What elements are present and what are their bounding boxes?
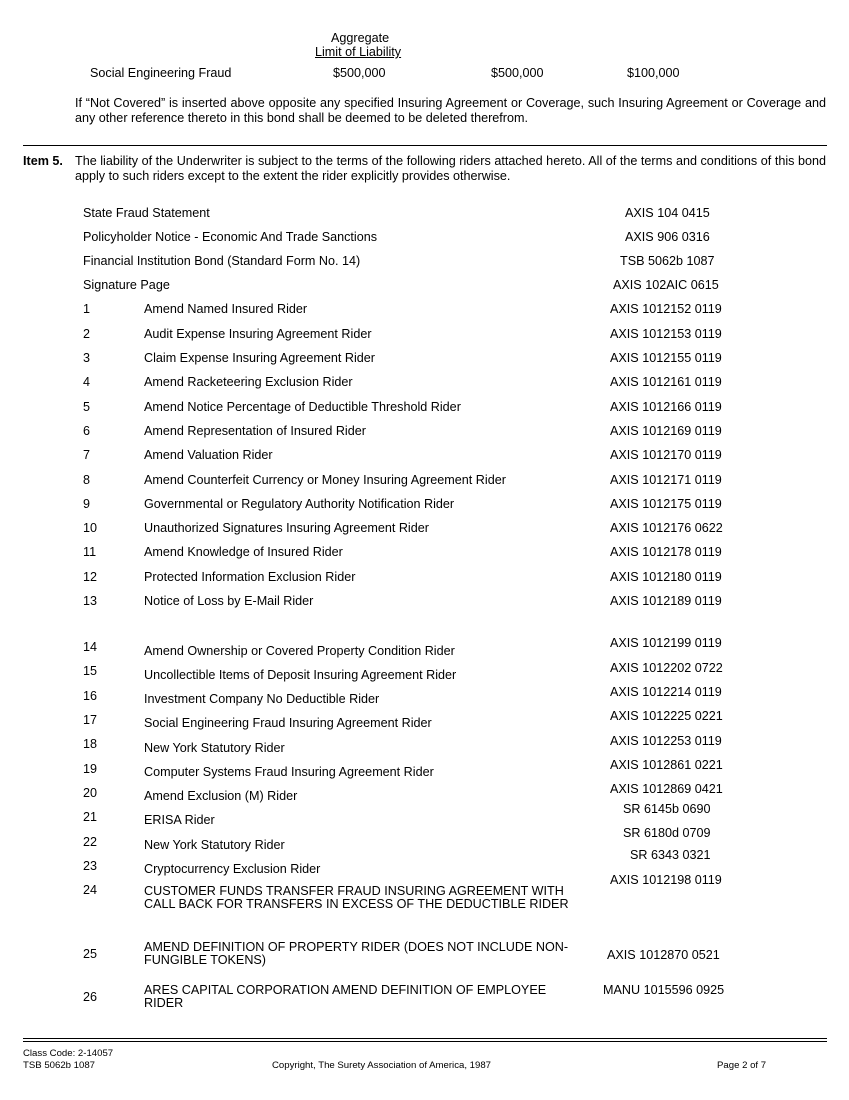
rider-number: 24 — [83, 883, 98, 897]
rider-name: Amend Racketeering Exclusion Rider — [144, 375, 353, 389]
form-code: AXIS 102AIC 0615 — [613, 278, 719, 292]
rider-name: ERISA Rider — [144, 813, 215, 827]
rider-name: Amend Representation of Insured Rider — [144, 424, 366, 438]
rider-name: Governmental or Regulatory Authority Notification Rider — [144, 497, 455, 511]
rider-name: Protected Information Exclusion Rider — [144, 570, 356, 584]
footer-copyright: Copyright, The Surety Association of America, 1987 — [272, 1060, 491, 1071]
rider-name: Audit Expense Insuring Agreement Rider — [144, 327, 372, 341]
rider-code: AXIS 1012161 0119 — [610, 375, 722, 389]
rider-number: 16 — [83, 689, 98, 703]
rider-name: Amend Valuation Rider — [144, 448, 273, 462]
form-code: TSB 5062b 1087 — [620, 254, 715, 268]
section-divider — [23, 145, 827, 146]
form-name: Signature Page — [83, 278, 170, 292]
coverage-name: Social Engineering Fraud — [90, 66, 232, 80]
rider-number: 7 — [83, 448, 91, 462]
form-code: AXIS 104 0415 — [625, 206, 710, 220]
footer-rule-bottom — [23, 1041, 827, 1042]
rider-number: 15 — [83, 664, 98, 678]
not-covered-note: If “Not Covered” is inserted above opposite any specified Insuring Agreement or Coverage, such Insuring Agreement or Coverage and any other reference thereto in this bond shall be deemed to be deleted therefrom. — [75, 96, 826, 125]
rider-code: AXIS 1012253 0119 — [610, 734, 722, 748]
rider-number: 9 — [83, 497, 91, 511]
form-code: AXIS 906 0316 — [625, 230, 710, 244]
rider-number: 3 — [83, 351, 91, 365]
rider-number: 19 — [83, 762, 98, 776]
rider-code: AXIS 1012152 0119 — [610, 302, 722, 316]
form-name: Financial Institution Bond (Standard Form No. 14) — [83, 254, 361, 268]
rider-code: MANU 1015596 0925 — [603, 983, 725, 997]
rider-code: AXIS 1012861 0221 — [610, 758, 723, 772]
footer-form-code: TSB 5062b 1087 — [23, 1060, 96, 1071]
rider-name: Amend Notice Percentage of Deductible Threshold Rider — [144, 400, 461, 414]
rider-number: 17 — [83, 713, 98, 727]
form-name: Policyholder Notice - Economic And Trade Sanctions — [83, 230, 378, 244]
rider-code: SR 6145b 0690 — [623, 802, 711, 816]
rider-name: Claim Expense Insuring Agreement Rider — [144, 351, 375, 365]
coverage-deductible: $100,000 — [627, 66, 680, 80]
rider-name: Amend Named Insured Rider — [144, 302, 308, 316]
rider-code: AXIS 1012153 0119 — [610, 327, 722, 341]
rider-code: AXIS 1012176 0622 — [610, 521, 723, 535]
coverage-single-loss: $500,000 — [491, 66, 544, 80]
rider-name: Amend Ownership or Covered Property Condition Rider — [144, 644, 455, 658]
rider-code: AXIS 1012189 0119 — [610, 594, 722, 608]
rider-name: Amend Knowledge of Insured Rider — [144, 545, 343, 559]
footer-rule-top — [23, 1038, 827, 1039]
rider-name: Investment Company No Deductible Rider — [144, 692, 380, 706]
rider-number: 13 — [83, 594, 98, 608]
rider-code: AXIS 1012225 0221 — [610, 709, 723, 723]
rider-number: 18 — [83, 737, 98, 751]
rider-code: AXIS 1012169 0119 — [610, 424, 722, 438]
rider-number: 23 — [83, 859, 98, 873]
footer-class-code: Class Code: 2-14057 — [23, 1048, 114, 1059]
rider-number: 20 — [83, 786, 98, 800]
rider-number: 12 — [83, 570, 98, 584]
rider-name: AMEND DEFINITION OF PROPERTY RIDER (DOES NOT INCLUDE NON-FUNGIBLE TOKENS) — [144, 940, 569, 967]
rider-name: Amend Exclusion (M) Rider — [144, 789, 298, 803]
rider-name: Uncollectible Items of Deposit Insuring Agreement Rider — [144, 668, 457, 682]
rider-code: AXIS 1012180 0119 — [610, 570, 722, 584]
rider-code: AXIS 1012155 0119 — [610, 351, 722, 365]
rider-number: 6 — [83, 424, 91, 438]
rider-number: 25 — [83, 947, 98, 961]
rider-number: 11 — [83, 545, 97, 559]
rider-code: SR 6180d 0709 — [623, 826, 711, 840]
col-header-limit-of-liability: Limit of Liability — [315, 45, 402, 59]
rider-number: 4 — [83, 375, 91, 389]
rider-name: New York Statutory Rider — [144, 741, 285, 755]
col-header-aggregate: Aggregate — [331, 31, 390, 45]
item5-label: Item 5. — [23, 154, 63, 168]
rider-number: 26 — [83, 990, 98, 1004]
rider-number: 22 — [83, 835, 98, 849]
rider-name: ARES CAPITAL CORPORATION AMEND DEFINITION OF EMPLOYEE RIDER — [144, 983, 547, 1010]
rider-code: AXIS 1012869 0421 — [610, 782, 723, 796]
rider-code: AXIS 1012870 0521 — [607, 948, 720, 962]
rider-code: SR 6343 0321 — [630, 848, 711, 862]
rider-name: Notice of Loss by E-Mail Rider — [144, 594, 314, 608]
rider-name: Cryptocurrency Exclusion Rider — [144, 862, 321, 876]
rider-number: 5 — [83, 400, 91, 414]
rider-number: 2 — [83, 327, 91, 341]
rider-name: Unauthorized Signatures Insuring Agreement Rider — [144, 521, 429, 535]
item5-text: The liability of the Underwriter is subject to the terms of the following riders attached hereto. All of the terms and conditions of this bond apply to such riders except to the extent the rider explicitly provides otherwise. — [75, 154, 826, 183]
rider-code: AXIS 1012199 0119 — [610, 636, 722, 650]
rider-code: AXIS 1012175 0119 — [610, 497, 722, 511]
rider-code: AXIS 1012178 0119 — [610, 545, 722, 559]
rider-number: 21 — [83, 810, 98, 824]
rider-name: Computer Systems Fraud Insuring Agreement Rider — [144, 765, 434, 779]
rider-name: New York Statutory Rider — [144, 838, 285, 852]
rider-name: Amend Counterfeit Currency or Money Insuring Agreement Rider — [144, 473, 506, 487]
rider-code: AXIS 1012171 0119 — [610, 473, 722, 487]
rider-code: AXIS 1012202 0722 — [610, 661, 723, 675]
footer-page-number: Page 2 of 7 — [717, 1060, 767, 1071]
rider-number: 1 — [83, 302, 91, 316]
rider-number: 14 — [83, 640, 98, 654]
rider-code: AXIS 1012170 0119 — [610, 448, 722, 462]
rider-name: CUSTOMER FUNDS TRANSFER FRAUD INSURING AGREEMENT WITH CALL BACK FOR TRANSFERS IN EXCESS OF THE DEDUCTIBLE RIDER — [144, 884, 569, 911]
rider-number: 8 — [83, 473, 91, 487]
rider-number: 10 — [83, 521, 98, 535]
coverage-limit: $500,000 — [333, 66, 386, 80]
rider-code: AXIS 1012166 0119 — [610, 400, 722, 414]
rider-name: Social Engineering Fraud Insuring Agreement Rider — [144, 716, 432, 730]
rider-code: AXIS 1012214 0119 — [610, 685, 722, 699]
rider-code: AXIS 1012198 0119 — [610, 873, 722, 887]
form-name: State Fraud Statement — [83, 206, 210, 220]
